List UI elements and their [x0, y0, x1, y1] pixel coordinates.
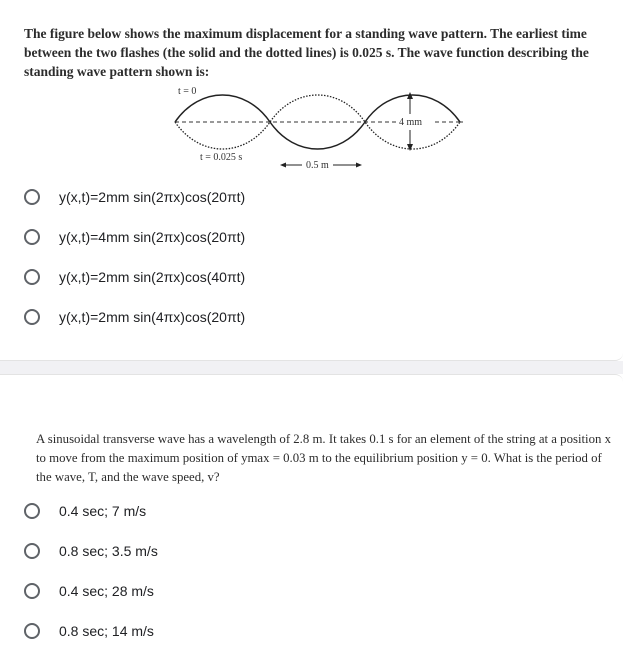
radio-button[interactable]: [24, 269, 40, 285]
radio-button[interactable]: [24, 189, 40, 205]
option-label: 0.8 sec; 14 m/s: [59, 623, 154, 639]
label-t025: t = 0.025 s: [200, 152, 243, 163]
option-label: y(x,t)=2mm sin(4πx)cos(20πt): [59, 309, 246, 325]
amplitude-arrowhead-down: [407, 144, 413, 151]
question-1-text: The figure below shows the maximum displacement for a standing wave pattern. The earliest time between the two flashes (the solid and the dotted lines) is 0.025 s. The wave function describing the standing wave pattern shown is:: [24, 26, 589, 79]
q2-option-2[interactable]: [24, 543, 158, 559]
radio-button[interactable]: [24, 503, 40, 519]
q2-option-4[interactable]: [24, 623, 154, 639]
wavelength-arrowhead-left: [280, 163, 286, 168]
standing-wave-figure: [170, 82, 465, 174]
q1-option-4[interactable]: [24, 309, 245, 325]
q2-option-1[interactable]: [24, 503, 146, 519]
question-2-text: A sinusoidal transverse wave has a wavelength of 2.8 m. It takes 0.1 s for an element of the string at a position x to move from the maximum position of ymax = 0.03 m to the equilibrium position y = 0. What is the period of the wave, T, and the wave speed, v?: [36, 432, 612, 484]
label-amplitude: 4 mm: [399, 117, 423, 128]
radio-button[interactable]: [24, 623, 40, 639]
option-label: y(x,t)=2mm sin(2πx)cos(40πt): [59, 269, 246, 285]
card-separator: [0, 361, 623, 374]
label-wavelength: 0.5 m: [306, 160, 329, 171]
wavelength-arrowhead-right: [356, 163, 362, 168]
option-label: y(x,t)=4mm sin(2πx)cos(20πt): [59, 229, 246, 245]
q1-option-1[interactable]: [24, 189, 245, 205]
option-label: 0.8 sec; 3.5 m/s: [59, 543, 158, 559]
q1-option-2[interactable]: [24, 229, 245, 245]
radio-button[interactable]: [24, 583, 40, 599]
q2-option-3[interactable]: [24, 583, 154, 599]
radio-button[interactable]: [24, 229, 40, 245]
option-label: 0.4 sec; 28 m/s: [59, 583, 154, 599]
option-label: 0.4 sec; 7 m/s: [59, 503, 147, 519]
label-t0: t = 0: [178, 86, 197, 97]
radio-button[interactable]: [24, 309, 40, 325]
radio-button[interactable]: [24, 543, 40, 559]
option-label: y(x,t)=2mm sin(2πx)cos(20πt): [59, 189, 246, 205]
q1-option-3[interactable]: [24, 269, 245, 285]
